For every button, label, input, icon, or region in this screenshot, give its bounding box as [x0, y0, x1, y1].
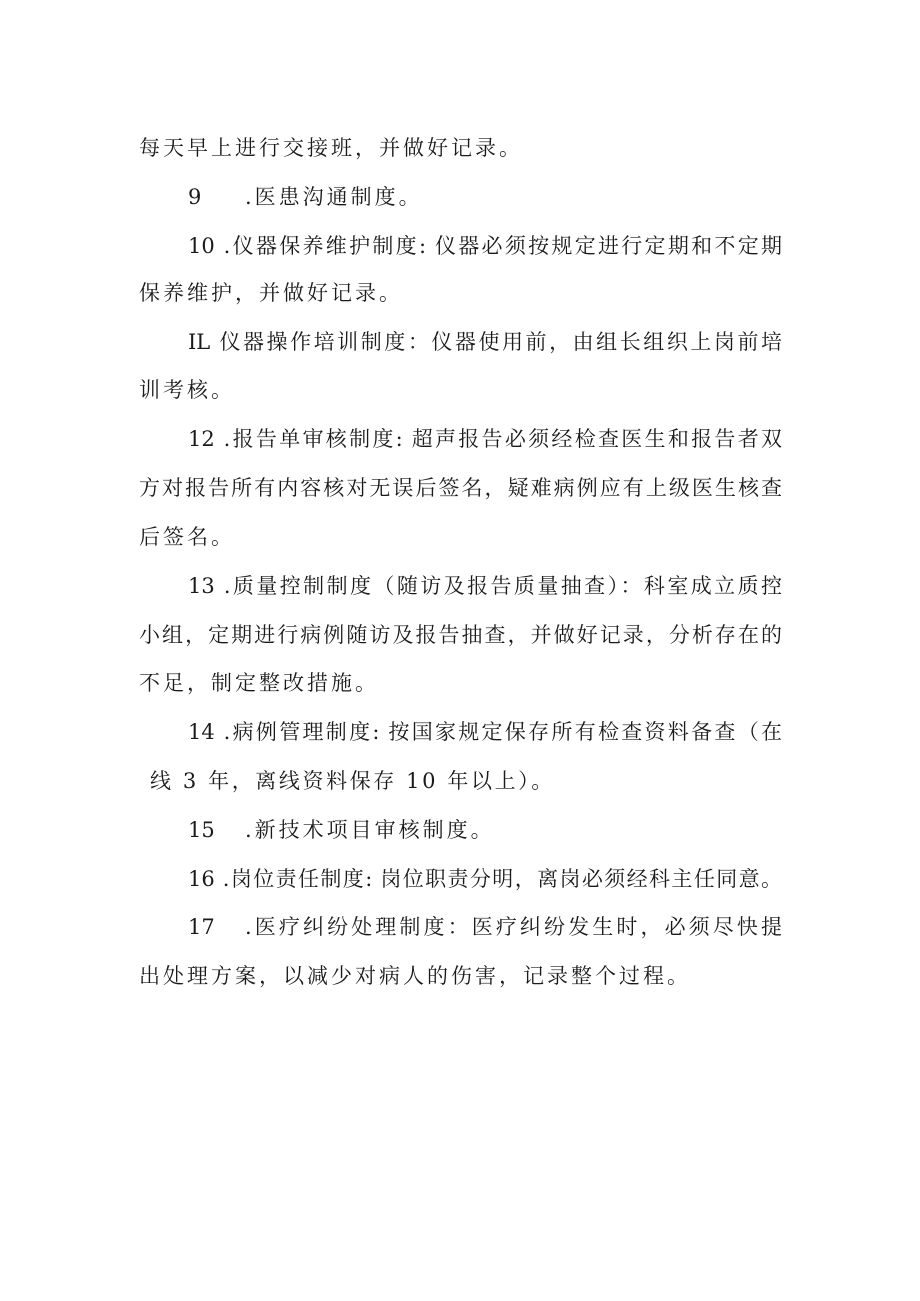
paragraph-line: 后签名。	[139, 525, 235, 549]
item-text: .新技术项目审核制度。	[245, 818, 495, 842]
paragraph-line: 方对报告所有内容核对无误后签名，疑难病例应有上级医生核查	[139, 476, 782, 500]
list-item-10: 10 .仪器保养维护制度: 仪器必须按规定进行定期和不定期	[188, 234, 782, 258]
list-item-15	[188, 820, 495, 841]
item-number: 15	[188, 818, 215, 842]
item-number: 17	[188, 915, 215, 939]
item-text: .医疗纠纷处理制度：医疗纠纷发生时，必须尽快提	[245, 915, 782, 939]
paragraph-line: 每天早上进行交接班，并做好记录。	[139, 136, 523, 160]
paragraph-line: 不足，制定整改措施。	[139, 671, 379, 695]
list-item-13: 13 .质量控制制度（随访及报告质量抽查）：科室成立质控	[188, 574, 782, 598]
paragraph-line: 线 3 年，离线资料保存 10 年以上）。	[150, 769, 555, 793]
paragraph-line: 出处理方案，以减少对病人的伤害，记录整个过程。	[139, 964, 691, 988]
paragraph-line: 训考核。	[139, 378, 235, 402]
paragraph-line: 小组，定期进行病例随访及报告抽查，并做好记录，分析存在的	[139, 623, 782, 647]
list-item-9	[188, 187, 423, 208]
item-text: .医患沟通制度。	[245, 185, 423, 209]
paragraph-line: 保养维护，并做好记录。	[139, 281, 403, 305]
item-number: 9	[188, 185, 202, 209]
list-item-16: 16 .岗位责任制度: 岗位职责分明，离岗必须经科主任同意。	[188, 867, 782, 891]
list-item-14: 14 .病例管理制度: 按国家规定保存所有检查资料备查（在	[188, 720, 782, 744]
list-item-11: IL 仪器操作培训制度：仪器使用前，由组长组织上岗前培	[188, 330, 782, 354]
list-item-17	[188, 917, 782, 938]
list-item-12: 12 .报告单审核制度: 超声报告必须经检查医生和报告者双	[188, 427, 782, 451]
